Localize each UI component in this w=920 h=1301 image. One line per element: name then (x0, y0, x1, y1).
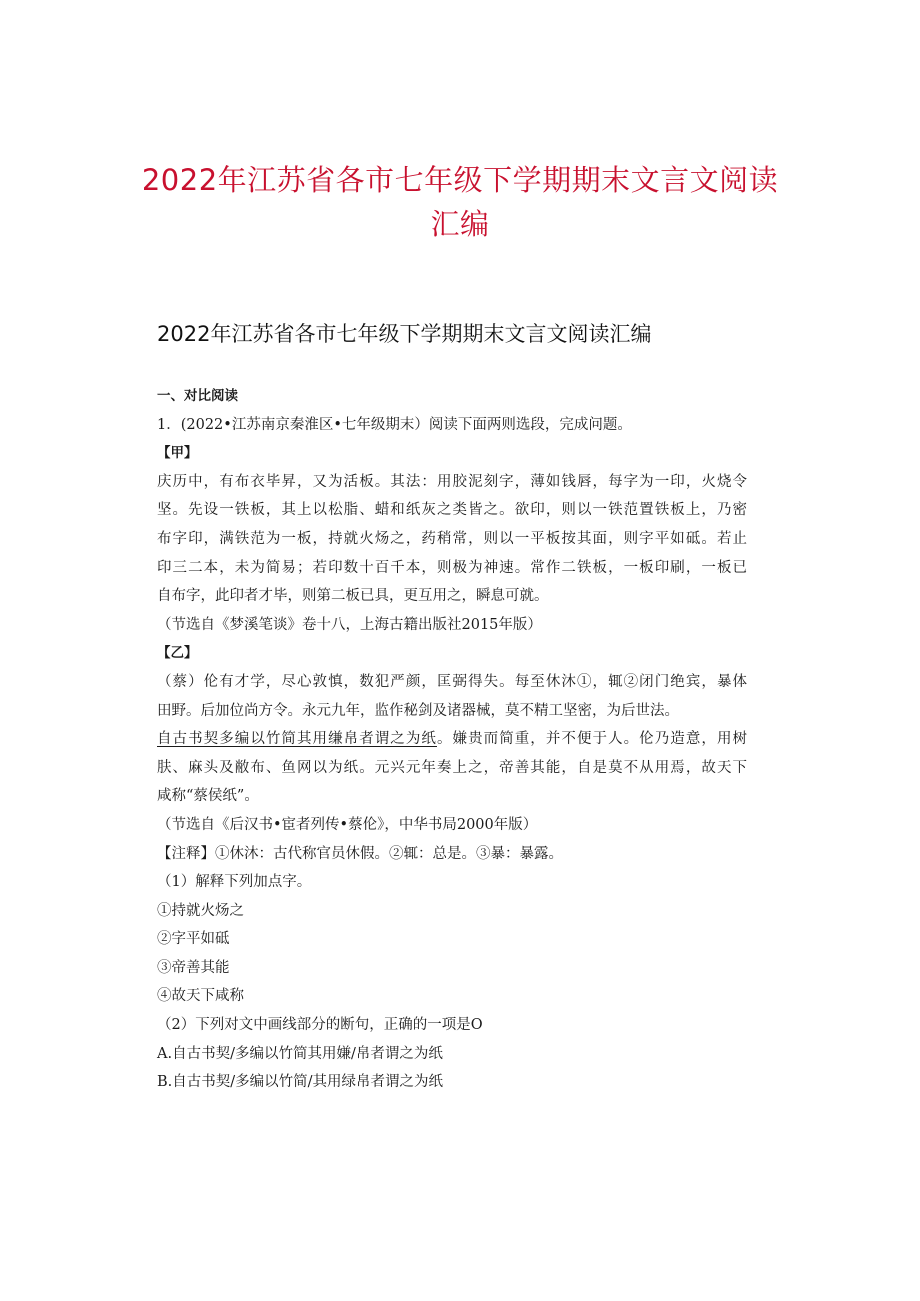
passage-jia-line: 庆历中，有布衣毕昇，又为活板。其法：用胶泥刻字，薄如钱唇，每字为一印，火烧令 (157, 473, 747, 490)
passage-yi-line: 田野。后加位尚方令。永元九年，监作秘剑及诸器械，莫不精工坚密，为后世法。 (157, 702, 679, 719)
passage-yi-line (157, 725, 747, 754)
notes: 【注释】①休沐：古代称官员休假。②辄：总是。③暴：暴露。 (157, 845, 563, 862)
passage-jia-line: 自布字，此印者才毕，则第二板已具，更互用之，瞬息可就。 (157, 588, 549, 605)
passage-jia-source: （节选自《梦溪笔谈》卷十八，上海古籍出版社2015年版） (157, 616, 542, 633)
question-1-item: ②字平如砥 (157, 931, 230, 948)
section-heading: 一、对比阅读 (157, 388, 238, 404)
passage-jia-label: 【甲】 (157, 445, 198, 462)
passage-yi-line: （蔡）伦有才学，尽心敦慎，数犯严颜，匡弼得失。每至休沐①，辄②闭门绝宾，暴体 (157, 673, 747, 690)
passage-yi-label: 【乙】 (157, 645, 198, 662)
question-1-item: ③帝善其能 (157, 959, 230, 976)
title-line-1: 2022年江苏省各市七年级下学期期末文言文阅读 (141, 163, 779, 197)
question-2-option: A.自古书契/多编以竹简其用嫌/帛者谓之为纸 (157, 1045, 443, 1062)
document-title (0, 158, 920, 246)
question-2: （2）下列对文中画线部分的断句，正确的一项是O (157, 1017, 483, 1034)
passage-yi-line-rest: 。嫌贵而简重，并不便于人。伦乃造意，用树 (436, 731, 748, 748)
underlined-sentence: 自古书契多编以竹简其用缣帛者谓之为纸 (157, 731, 437, 748)
question-1: （1）解释下列加点字。 (157, 874, 312, 891)
question-intro: 1．(2022•江苏南京秦淮区•七年级期末）阅读下面两则选段，完成问题。 (157, 416, 632, 433)
document-body (157, 382, 747, 1097)
passage-jia-line: 布字印，满铁范为一板，持就火炀之，药稍常，则以一平板按其面，则字平如砥。若止 (157, 530, 747, 547)
passage-jia-line: 坚。先设一铁板，其上以松脂、蜡和纸灰之类皆之。欲印，则以一铁范置铁板上，乃密 (157, 502, 747, 519)
document-subtitle: 2022年江苏省各市七年级下学期期末文言文阅读汇编 (157, 322, 652, 346)
question-1-item: ④故天下咸称 (157, 988, 244, 1005)
passage-yi-source: （节选自《后汉书•宦者列传•蔡伦》，中华书局2000年版） (157, 816, 538, 833)
question-1-item: ①持就火炀之 (157, 902, 244, 919)
passage-yi-line: 咸称“蔡侯纸”。 (157, 788, 259, 805)
title-line-2: 汇编 (430, 207, 490, 241)
question-2-option: B.自古书契/多编以竹简/其用绿帛者谓之为纸 (157, 1074, 444, 1091)
passage-jia-line: 印三二本，未为简易；若印数十百千本，则极为神速。常作二铁板，一板印刷，一板已 (157, 559, 747, 576)
passage-yi-line: 肤、麻头及敝布、鱼网以为纸。元兴元年奏上之，帝善其能，自是莫不从用焉，故天下 (157, 759, 747, 776)
